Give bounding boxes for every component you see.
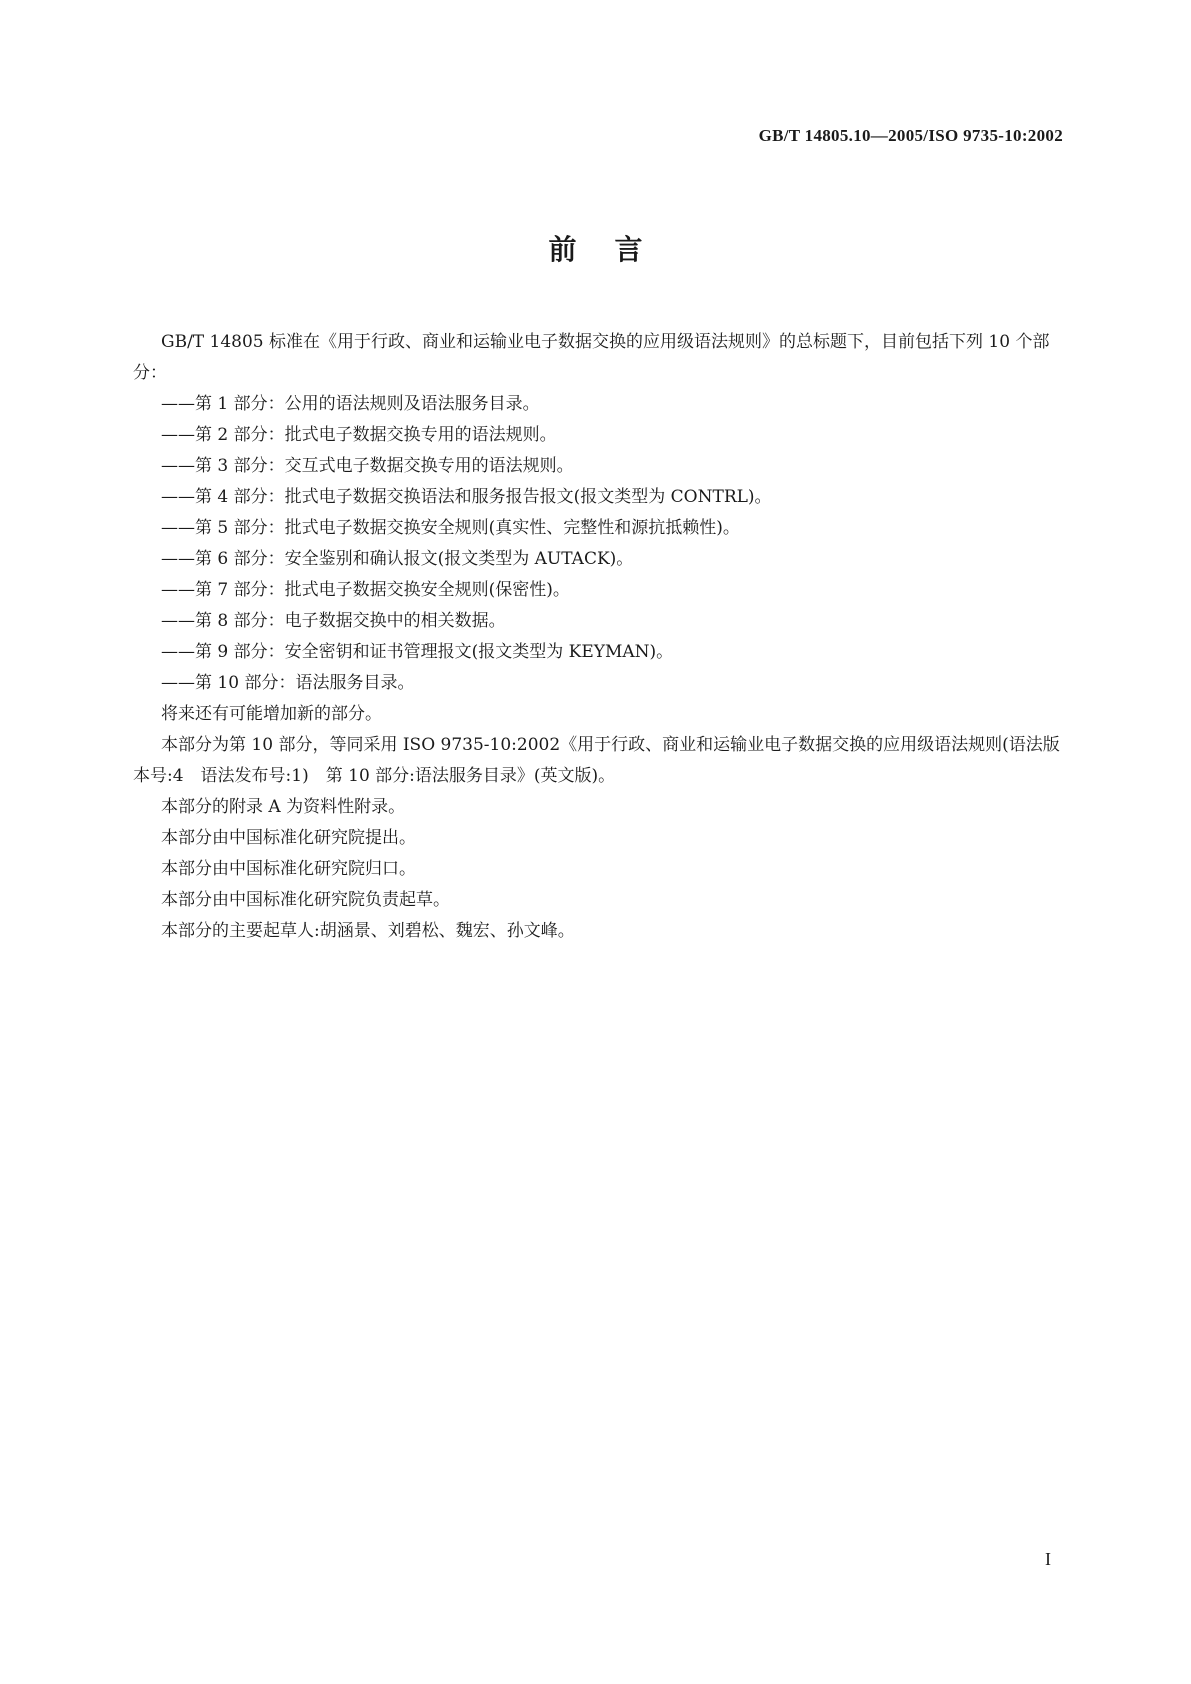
page-number: I	[1045, 1549, 1051, 1569]
administrator-paragraph: 本部分由中国标准化研究院归口。	[161, 859, 416, 879]
list-item: ——第 1 部分：公用的语法规则及语法服务目录。	[161, 394, 540, 414]
list-item: ——第 5 部分：批式电子数据交换安全规则(真实性、完整性和源抗抵赖性)。	[161, 518, 740, 538]
list-item: ——第 6 部分：安全鉴别和确认报文(报文类型为 AUTACK)。	[161, 549, 634, 569]
foreword-body	[133, 327, 1071, 947]
future-parts-paragraph: 将来还有可能增加新的部分。	[161, 704, 382, 724]
proposer-paragraph: 本部分由中国标准化研究院提出。	[161, 828, 416, 848]
list-item: ——第 4 部分：批式电子数据交换语法和服务报告报文(报文类型为 CONTRL)。	[161, 487, 772, 507]
standard-code-header: GB/T 14805.10—2005/ISO 9735-10:2002	[758, 126, 1063, 145]
list-item: ——第 8 部分：电子数据交换中的相关数据。	[161, 611, 506, 631]
parts-list	[133, 389, 1071, 699]
list-item: ——第 10 部分：语法服务目录。	[161, 673, 415, 693]
list-item: ——第 7 部分：批式电子数据交换安全规则(保密性)。	[161, 580, 570, 600]
page-title: 前言	[548, 233, 681, 266]
intro-paragraph: GB/T 14805 标准在《用于行政、商业和运输业电子数据交换的应用级语法规则》的总标题下，目前包括下列 10 个部分：	[133, 332, 1050, 383]
drafters-paragraph: 本部分的主要起草人:胡涵景、刘碧松、魏宏、孙文峰。	[161, 921, 575, 941]
list-item: ——第 3 部分：交互式电子数据交换专用的语法规则。	[161, 456, 574, 476]
drafter-org-paragraph: 本部分由中国标准化研究院负责起草。	[161, 890, 450, 910]
annex-paragraph: 本部分的附录 A 为资料性附录。	[161, 797, 406, 817]
list-item: ——第 9 部分：安全密钥和证书管理报文(报文类型为 KEYMAN)。	[161, 642, 674, 662]
list-item: ——第 2 部分：批式电子数据交换专用的语法规则。	[161, 425, 557, 445]
adoption-paragraph: 本部分为第 10 部分，等同采用 ISO 9735-10:2002《用于行政、商业和运输业电子数据交换的应用级语法规则(语法版本号:4 语法发布号:1) 第 10 部分:语法服务目录》(英文版)。	[133, 735, 1060, 786]
